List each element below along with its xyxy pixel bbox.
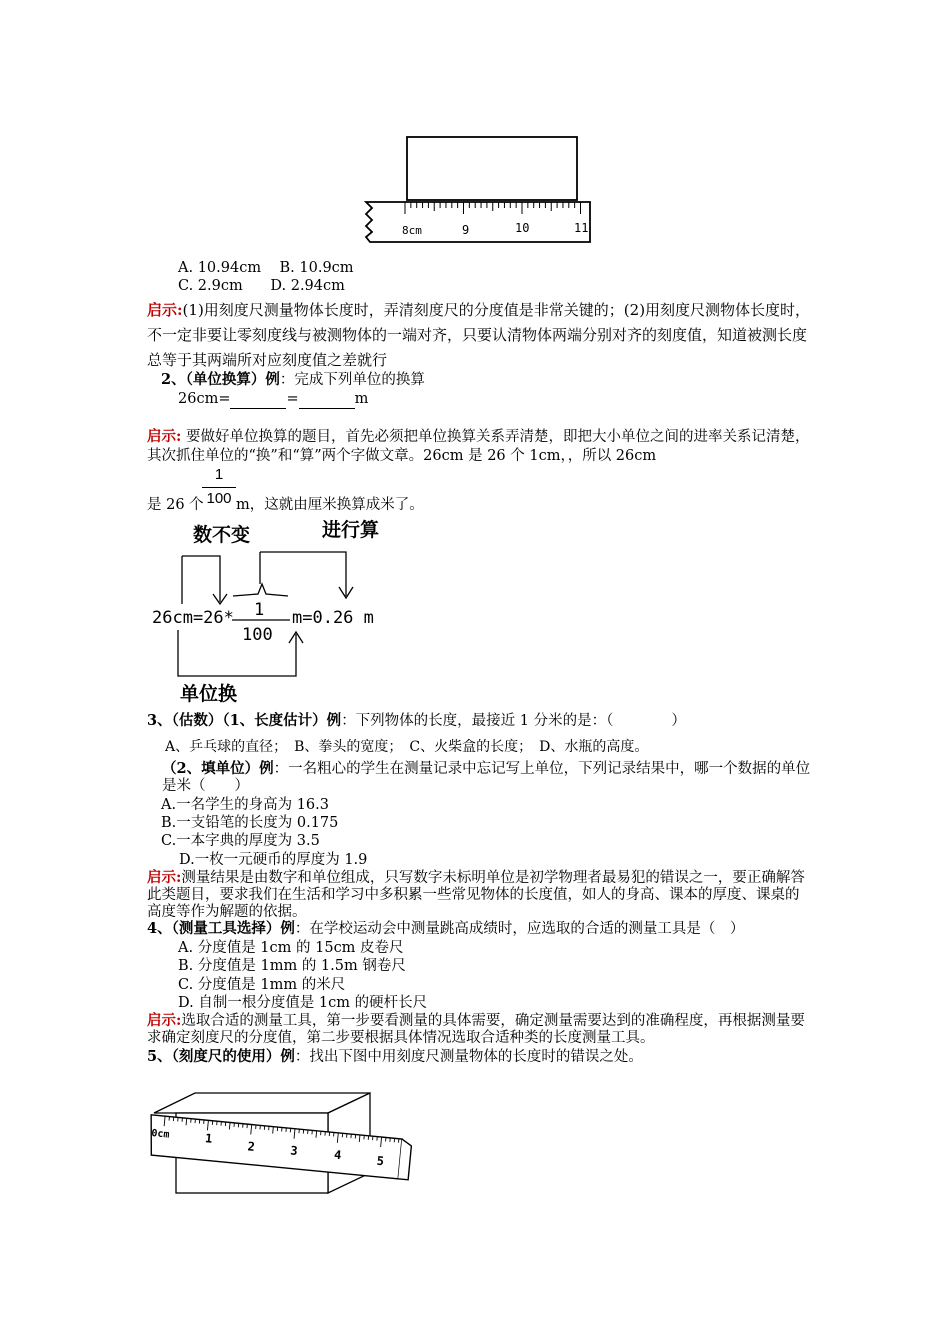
q3-title: 3、（估数）（1、长度估计）例：下列物体的长度，最接近 1 分米的是：（ ） xyxy=(147,712,686,729)
q2-blank-1[interactable] xyxy=(230,390,286,409)
ruler-label-9: 9 xyxy=(462,223,470,237)
q3-option-d[interactable]: D.一枚一元硬币的厚度为 1.9 xyxy=(179,852,368,868)
q2-conclusion: 是 26 个 xyxy=(147,497,204,513)
unit-conversion-diagram xyxy=(150,516,390,706)
q4-option-b[interactable]: B. 分度值是 1mm 的 1.5m 钢卷尺 xyxy=(178,958,406,974)
q3-sub-question: （2、填单位）例：一名粗心的学生在测量记录中忘记写上单位，下列记录结果中，哪一个数据的单位是米（ ） xyxy=(162,760,811,794)
q1-option-a[interactable]: A. 10.94cm xyxy=(178,260,262,276)
eq-right: m=0.26 m xyxy=(292,608,374,628)
q2-hint xyxy=(147,427,813,466)
q1-option-c[interactable]: C. 2.9cm xyxy=(178,278,243,294)
q1-option-d[interactable]: D. 2.94cm xyxy=(270,278,345,294)
ruler-label-8cm: 8cm xyxy=(402,224,422,237)
q2-fraction: 1 100 xyxy=(202,466,236,508)
label-compute: 进行算 xyxy=(322,519,380,541)
q4-title: 4、（测量工具选择）例：在学校运动会中测量跳高成绩时，应选取的合适的测量工具是（ ） xyxy=(147,920,745,937)
q5-title: 5、（刻度尺的使用）例：找出下图中用刻度尺测量物体的长度时的错误之处。 xyxy=(147,1048,643,1065)
q4-option-a[interactable]: A. 分度值是 1cm 的 15cm 皮卷尺 xyxy=(178,940,404,956)
q3-options[interactable]: A、乒乓球的直径； B、拳头的宽度； C、火柴盒的长度； D、水瓶的高度。 xyxy=(165,739,649,755)
tilted-label-3: 3 xyxy=(289,1143,299,1159)
label-number-unchanged: 数不变 xyxy=(193,524,251,546)
q2-conclusion-end: m，这就由厘米换算成米了。 xyxy=(236,497,424,513)
ruler-label-10: 10 xyxy=(515,221,530,235)
q2-hint-label: 启示: xyxy=(147,428,182,445)
q3-option-b[interactable]: B.一支铅笔的长度为 0.175 xyxy=(161,815,339,831)
q4-option-d[interactable]: D. 自制一根分度值是 1cm 的硬杆长尺 xyxy=(178,995,428,1011)
q3-option-a[interactable]: A.一名学生的身高为 16.3 xyxy=(161,797,329,813)
tilted-label-1: 1 xyxy=(204,1131,214,1146)
ruler-figure-1 xyxy=(358,134,598,246)
q2-blank-2[interactable] xyxy=(299,390,355,409)
ruler-label-11: 11 xyxy=(574,221,589,235)
q1-options-row1 xyxy=(178,259,354,277)
q2-hint-text: 要做好单位换算的题目，首先必须把单位换算关系弄清楚，即把大小单位之间的进率关系记清楚，其次抓住单位的“换”和“算”两个字做文章。26cm 是 26 个 1cm，，所以 26cm xyxy=(147,429,810,464)
q1-option-b[interactable]: B. 10.9cm xyxy=(279,260,354,276)
q1-hint xyxy=(147,298,813,373)
tilted-label-5: 5 xyxy=(376,1153,385,1169)
q2-title: 2、（单位换算）例：完成下列单位的换算 xyxy=(161,371,425,388)
q1-hint-label: 启示: xyxy=(147,301,183,319)
q1-options-row2 xyxy=(178,277,345,295)
tilted-label-0cm: 0cm xyxy=(150,1127,170,1141)
tilted-label-2: 2 xyxy=(246,1139,256,1154)
ruler-error-figure xyxy=(140,1085,430,1205)
eq-left: 26cm=26* xyxy=(152,608,234,628)
q3-option-c[interactable]: C.一本字典的厚度为 3.5 xyxy=(161,833,320,849)
eq-frac-num: 1 xyxy=(254,600,265,620)
q4-option-c[interactable]: C. 分度值是 1mm 的米尺 xyxy=(178,977,346,993)
q4-hint: 启示:选取合适的测量工具，第一步要看测量的具体需要，确定测量需要达到的准确程度，再根据测量要求确定刻度尺的分度值，第二步要根据具体情况选取合适种类的长度测量工具。 xyxy=(147,1012,805,1046)
q1-hint-text: (1)用刻度尺测量物体长度时，弄清刻度尺的分度值是非常关键的；(2)用刻度尺测物体长度时，不一定非要让零刻度线与被测物体的一端对齐，只要认清物体两端分别对齐的刻度值，知道被测长度总等于其两端所对应刻度值之差就行 xyxy=(147,301,811,369)
label-unit-change: 单位换 xyxy=(180,683,238,705)
eq-frac-den: 100 xyxy=(242,625,273,645)
q3-hint: 启示:测量结果是由数字和单位组成，只写数字未标明单位是初学物理者最易犯的错误之一，要正确解答此类题目，要求我们在生活和学习中多积累一些常见物体的长度值，如人的身高、课本的厚度、课桌的高度等作为解题的依据。 xyxy=(147,869,805,920)
measured-block xyxy=(407,137,577,200)
q2-equation: 26cm= = m xyxy=(178,391,369,407)
ruler-body xyxy=(366,202,590,242)
tilted-label-4: 4 xyxy=(333,1147,343,1163)
